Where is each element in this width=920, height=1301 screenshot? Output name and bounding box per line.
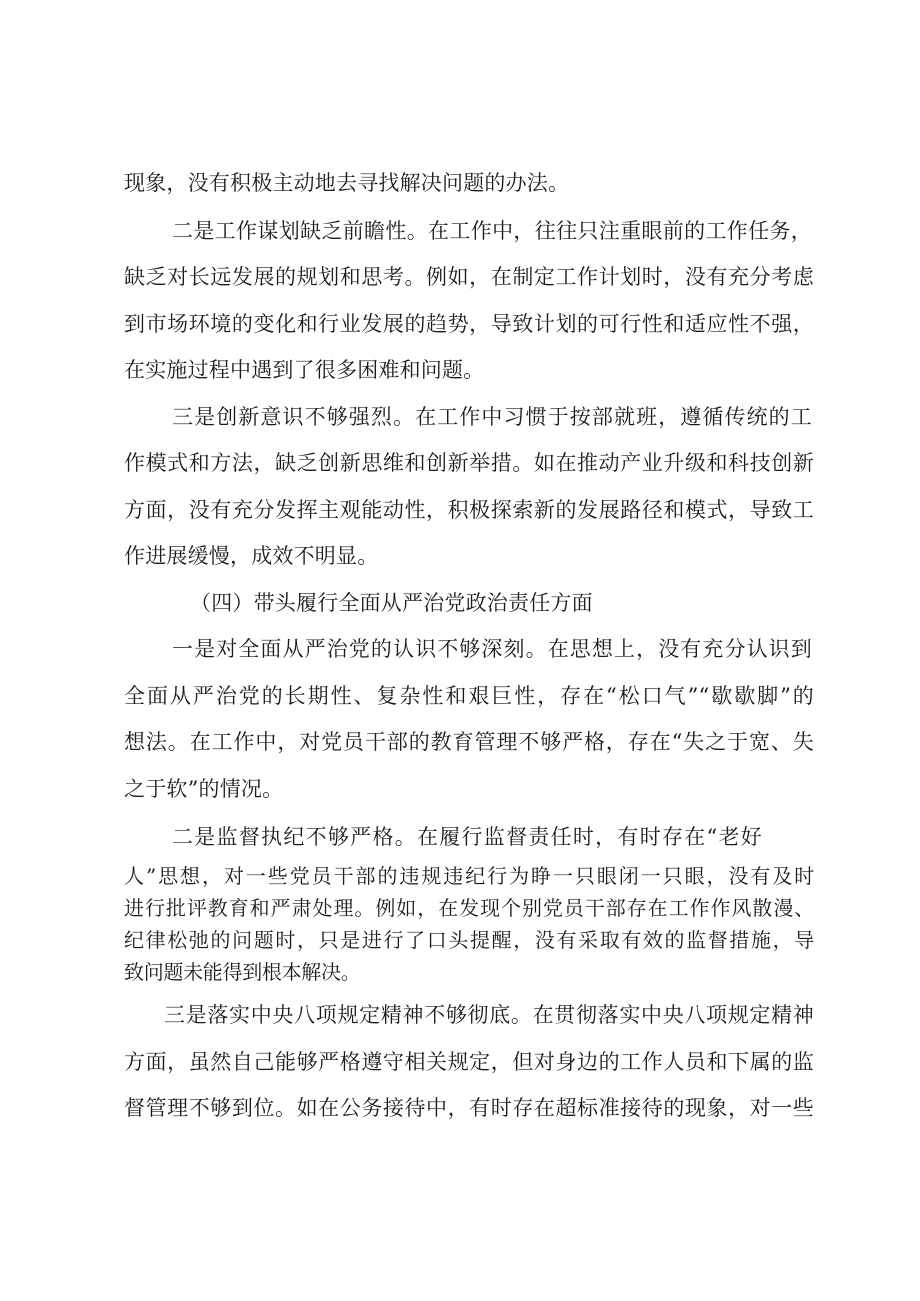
text-line: 之于软”的情况。 bbox=[124, 777, 284, 801]
text-line: 一是对全面从严治党的认识不够深刻。在思想上，没有充分认识到 bbox=[172, 637, 812, 661]
text-line: 想法。在工作中，对党员干部的教育管理不够严格，存在“失之于宽、失 bbox=[124, 730, 814, 754]
text-line: 全面从严治党的长期性、复杂性和艰巨性，存在“松口气”“歇歇脚”的 bbox=[124, 684, 814, 708]
section-heading: （四）带头履行全面从严治党政治责任方面 bbox=[190, 591, 593, 615]
text-line: 方面，没有充分发挥主观能动性，积极探索新的发展路径和模式，导致工 bbox=[124, 498, 814, 522]
text-line: 在实施过程中遇到了很多困难和问题。 bbox=[124, 358, 485, 382]
text-line: 致问题未能得到根本解决。 bbox=[124, 960, 361, 984]
text-line: 缺乏对长远发展的规划和思考。例如，在制定工作计划时，没有充分考虑 bbox=[124, 265, 814, 289]
text-line: 方面，虽然自己能够严格遵守相关规定，但对身边的工作人员和下属的监 bbox=[124, 1050, 814, 1074]
text-line: 二是监督执纪不够严格。在履行监督责任时，有时存在“老好 bbox=[172, 825, 762, 849]
text-line: 现象，没有积极主动地去寻找解决问题的办法。 bbox=[124, 171, 570, 195]
text-line: 作模式和方法，缺乏创新思维和创新举措。如在推动产业升级和科技创新 bbox=[124, 451, 814, 475]
text-line: 纪律松弛的问题时，只是进行了口头提醒，没有采取有效的监督措施，导 bbox=[124, 928, 814, 952]
text-line: 进行批评教育和严肃处理。例如，在发现个别党员干部存在工作作风散漫、 bbox=[124, 896, 814, 920]
text-line: 三是创新意识不够强烈。在工作中习惯于按部就班，遵循传统的工 bbox=[172, 405, 812, 429]
text-line: 督管理不够到位。如在公务接待中，有时存在超标准接待的现象，对一些 bbox=[124, 1096, 814, 1120]
text-line: 作进展缓慢，成效不明显。 bbox=[124, 544, 379, 568]
text-line: 三是落实中央八项规定精神不够彻底。在贯彻落实中央八项规定精神 bbox=[164, 1003, 814, 1027]
text-line: 到市场环境的变化和行业发展的趋势，导致计划的可行性和适应性不强， bbox=[124, 312, 814, 336]
text-line: 二是工作谋划缺乏前瞻性。在工作中，往往只注重眼前的工作任务， bbox=[172, 219, 812, 243]
text-line: 人”思想，对一些党员干部的违规违纪行为睁一只眼闭一只眼，没有及时 bbox=[124, 864, 814, 888]
